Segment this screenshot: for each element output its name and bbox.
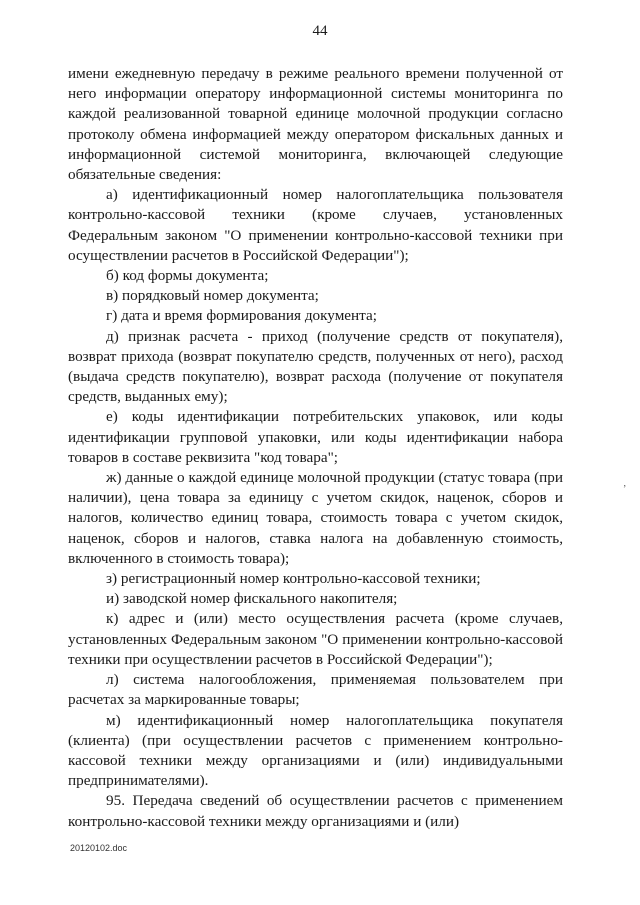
list-item-i: и) заводской номер фискального накопителя; [106, 590, 398, 608]
list-item-zh: ж) данные о каждой единице молочной продукции (статус товара (при наличии), цена товара за единицу с учетом скидок, наценок, сборов и налогов, количество единиц товара, стоимость товара с учетом скидок, наценок, сборов и налогов, ставка налога на добавленную стоимость, включенного в стоимость товара); [68, 469, 563, 567]
list-item-k: к) адрес и (или) место осуществления расчета (кроме случаев, установленных Федеральным законом "О применении контрольно-кассовой техники при осуществлении расчетов в Российской Федерации"); [68, 610, 563, 668]
list-item-b: б) код формы документа; [106, 267, 269, 285]
margin-mark: ’ [623, 484, 627, 495]
list-item-z: з) регистрационный номер контрольно-кассовой техники; [106, 570, 481, 588]
section-95-paragraph: 95. Передача сведений об осуществлении расчетов с применением контрольно-кассовой техники между организациями и (или) [68, 792, 563, 830]
page-number: 44 [312, 23, 328, 39]
list-item-a: а) идентификационный номер налогоплательщика пользователя контрольно-кассовой техники (кроме случаев, установленных Федеральным законом "О применении контрольно-кассовой техники при осуществлении расчетов в Российской Федерации"); [68, 186, 563, 264]
list-item-g: г) дата и время формирования документа; [106, 307, 377, 325]
list-item-d: д) признак расчета - приход (получение средств от покупателя), возврат прихода (возврат покупателю средств, полученных от него), расход (выдача средств покупателю), возврат расхода (получение от покупателя средств, выданных ему); [68, 327, 563, 406]
paragraph-continuation: имени ежедневную передачу в режиме реального времени полученной от него информации оператору информационной системы мониторинга по каждой реализованной товарной единице молочной продукции согласно протоколу обмена информацией между оператором фискальных данных и информационной системой мониторинга, включающей следующие обязательные сведения: [68, 65, 563, 184]
document-body [68, 64, 563, 832]
list-item-m: м) идентификационный номер налогоплательщика покупателя (клиента) (при осуществлении расчетов с применением контрольно-кассовой техники между организациями и (или) индивидуальными предпринимателями). [68, 711, 563, 790]
list-item-e: е) коды идентификации потребительских упаковок, или коды идентификации групповой упаковки, или коды идентификации набора товаров в составе реквизита "код товара"; [68, 408, 563, 466]
list-item-v: в) порядковый номер документа; [106, 287, 319, 305]
list-item-l: л) система налогообложения, применяемая пользователем при расчетах за маркированные товары; [68, 671, 563, 709]
footer-doc-code: 20120102.doc [70, 843, 128, 853]
